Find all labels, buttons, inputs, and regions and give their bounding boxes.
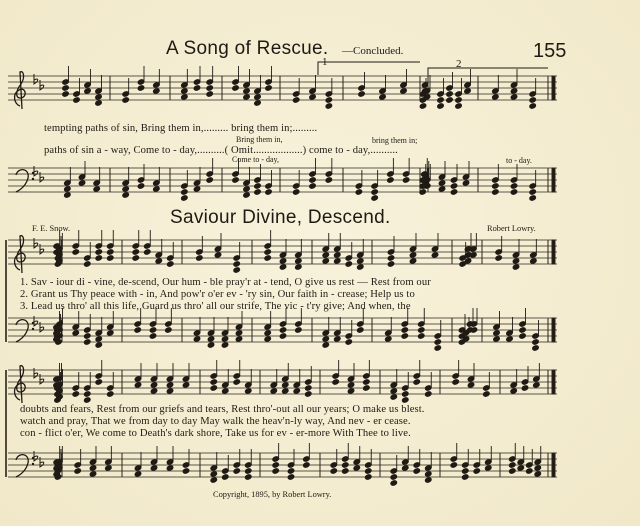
note-head	[107, 255, 114, 261]
verse1-line1: 1. Sav - iour di - vine, de-scend, Our hum - ble pray'r at - tend, O give us rest — Rest from our	[20, 277, 431, 288]
note-head	[492, 183, 499, 189]
note-head	[270, 388, 277, 394]
note-head	[84, 339, 91, 345]
note-head	[150, 382, 157, 388]
final-barline	[552, 370, 555, 394]
note-head	[345, 261, 352, 267]
note-head	[434, 339, 441, 345]
note-head	[95, 255, 102, 261]
hymn-arranger: Robert Lowry.	[487, 224, 536, 233]
note-head	[390, 480, 397, 486]
note-head	[221, 336, 228, 342]
flat-icon	[40, 172, 44, 182]
note-head	[402, 177, 409, 183]
note-head	[235, 330, 242, 336]
note-head	[89, 465, 96, 471]
note-head	[305, 391, 312, 397]
note-head	[519, 327, 526, 333]
note-head	[232, 85, 239, 91]
note-head	[150, 388, 157, 394]
note-head	[450, 462, 457, 468]
note-head	[512, 258, 519, 264]
flat-icon	[34, 166, 38, 176]
song1-cue-come-today: Come to - day,	[232, 155, 280, 164]
flat-icon	[34, 451, 38, 461]
note-head	[425, 477, 432, 483]
final-barline	[552, 76, 555, 100]
note-head	[534, 471, 541, 477]
note-head	[390, 388, 397, 394]
note-head	[210, 379, 217, 385]
note-head	[107, 391, 114, 397]
note-head	[464, 88, 471, 94]
note-head	[272, 468, 279, 474]
bass-clef-icon	[16, 320, 28, 342]
note-head	[84, 88, 91, 94]
note-head	[149, 327, 156, 333]
note-head	[509, 468, 516, 474]
note-head	[529, 189, 536, 195]
verse1-line2: doubts and fears, Rest from our griefs and tears, Rest thro'-out all our years; O make us blest.	[20, 404, 425, 415]
note-head	[371, 195, 378, 201]
final-barline	[552, 240, 555, 264]
note-head	[425, 471, 432, 477]
note-head	[287, 468, 294, 474]
note-head	[325, 103, 332, 109]
note-head	[322, 342, 329, 348]
note-head	[450, 189, 457, 195]
note-head	[264, 255, 271, 261]
note-head	[137, 85, 144, 91]
note-head	[325, 177, 332, 183]
treble-clef-icon	[15, 236, 26, 273]
note-head	[54, 261, 61, 267]
note-head	[533, 382, 540, 388]
note-head	[357, 264, 364, 270]
note-head	[153, 88, 160, 94]
note-head	[462, 180, 469, 186]
song1-cue-bring-them-in: Bring them in,	[236, 135, 283, 144]
note-head	[355, 189, 362, 195]
note-head	[473, 468, 480, 474]
note-head	[358, 91, 365, 97]
note-head	[452, 379, 459, 385]
note-head	[279, 327, 286, 333]
flat-icon	[40, 244, 44, 254]
note-head	[193, 336, 200, 342]
note-head	[272, 462, 279, 468]
note-head	[64, 192, 71, 198]
note-head	[305, 385, 312, 391]
note-head	[72, 249, 79, 255]
note-head	[530, 258, 537, 264]
note-head	[245, 388, 252, 394]
note-head	[196, 255, 203, 261]
note-head	[357, 258, 364, 264]
note-head	[401, 333, 408, 339]
note-head	[84, 391, 91, 397]
note-head	[279, 258, 286, 264]
note-head	[510, 88, 517, 94]
note-head	[132, 249, 139, 255]
note-head	[122, 186, 129, 192]
note-head	[95, 336, 102, 342]
note-head	[357, 327, 364, 333]
note-head	[243, 186, 250, 192]
note-head	[455, 97, 462, 103]
note-head	[134, 327, 141, 333]
note-head	[282, 382, 289, 388]
note-head	[532, 345, 539, 351]
note-head	[401, 327, 408, 333]
note-head	[222, 388, 229, 394]
note-head	[431, 252, 438, 258]
volta-1-label: 1	[322, 56, 328, 68]
note-head	[425, 391, 432, 397]
note-head	[155, 258, 162, 264]
note-head	[149, 333, 156, 339]
song1-cue-bring-them-in-2: bring them in;	[372, 136, 418, 145]
note-head	[182, 382, 189, 388]
note-head	[309, 183, 316, 189]
note-head	[287, 474, 294, 480]
note-head	[347, 388, 354, 394]
song1-lyric-line2: paths of sin a - way, Come to - day,..........( Omit..................) come to - day,..........	[44, 145, 398, 156]
note-head	[206, 177, 213, 183]
note-head	[510, 189, 517, 195]
note-head	[293, 97, 300, 103]
note-head	[365, 468, 372, 474]
note-head	[455, 103, 462, 109]
note-head	[95, 249, 102, 255]
note-head	[95, 94, 102, 100]
note-head	[210, 477, 217, 483]
note-head	[166, 382, 173, 388]
note-head	[84, 333, 91, 339]
note-head	[233, 379, 240, 385]
note-head	[95, 100, 102, 106]
note-head	[207, 342, 214, 348]
note-head	[295, 327, 302, 333]
note-head	[193, 85, 200, 91]
note-head	[450, 183, 457, 189]
note-head	[509, 462, 516, 468]
flat-icon	[34, 316, 38, 326]
note-head	[166, 388, 173, 394]
note-head	[492, 189, 499, 195]
note-head	[73, 97, 80, 103]
note-head	[72, 391, 79, 397]
note-head	[84, 397, 91, 403]
note-head	[74, 468, 81, 474]
note-head	[493, 330, 500, 336]
note-head	[418, 327, 425, 333]
note-head	[207, 336, 214, 342]
note-head	[418, 333, 425, 339]
note-head	[62, 91, 69, 97]
verse2-line1: 2. Grant us Thy peace with - in, And pow'r o'er ev - 'ry sin, Our faith in - crease; Help us to	[20, 289, 415, 300]
note-head	[529, 103, 536, 109]
verse3-line1: 3. Lead us thro' all this life, Guard us thro' all our strife, The vic - t'ry give; And when, the	[20, 301, 411, 312]
note-head	[322, 252, 329, 258]
note-head	[181, 189, 188, 195]
verse3-line2: con - flict o'er, We come to Death's dark shore, Take us for ev - er-more With Thee to live.	[20, 428, 411, 439]
note-head	[402, 391, 409, 397]
note-head	[330, 468, 337, 474]
note-head	[165, 327, 172, 333]
note-head	[526, 468, 533, 474]
note-head	[89, 471, 96, 477]
note-head	[295, 258, 302, 264]
note-head	[181, 195, 188, 201]
flat-icon	[40, 80, 44, 90]
note-head	[483, 391, 490, 397]
note-head	[385, 336, 392, 342]
note-head	[309, 177, 316, 183]
note-head	[322, 336, 329, 342]
note-head	[521, 385, 528, 391]
bass-clef-icon	[16, 170, 28, 192]
note-head	[254, 94, 261, 100]
flat-icon	[34, 368, 38, 378]
note-head	[493, 336, 500, 342]
note-head	[264, 336, 271, 342]
note-head	[379, 94, 386, 100]
note-head	[206, 85, 213, 91]
note-head	[303, 462, 310, 468]
note-head	[181, 94, 188, 100]
song-subtitle: —Concluded.	[342, 45, 404, 57]
copyright-notice: Copyright, 1895, by Robert Lowry.	[213, 490, 332, 499]
final-barline	[552, 318, 555, 342]
note-head	[105, 465, 112, 471]
note-head	[529, 195, 536, 201]
note-head	[93, 186, 100, 192]
note-head	[243, 88, 250, 94]
note-head	[495, 255, 502, 261]
note-head	[387, 177, 394, 183]
note-head	[517, 465, 524, 471]
note-head	[107, 330, 114, 336]
note-head	[437, 103, 444, 109]
note-head	[322, 258, 329, 264]
flat-icon	[34, 74, 38, 84]
note-head	[532, 339, 539, 345]
note-head	[254, 189, 261, 195]
note-head	[510, 388, 517, 394]
note-head	[534, 465, 541, 471]
note-head	[233, 261, 240, 267]
note-head	[279, 333, 286, 339]
note-head	[233, 468, 240, 474]
note-head	[334, 258, 341, 264]
note-head	[390, 394, 397, 400]
note-head	[309, 94, 316, 100]
note-head	[438, 180, 445, 186]
volta-2-label: 2	[456, 58, 462, 70]
note-head	[72, 330, 79, 336]
note-head	[293, 388, 300, 394]
note-head	[462, 474, 469, 480]
note-head	[419, 103, 426, 109]
note-head	[446, 97, 453, 103]
note-head	[353, 465, 360, 471]
note-head	[144, 249, 151, 255]
note-head	[84, 261, 91, 267]
note-head	[132, 255, 139, 261]
note-head	[279, 264, 286, 270]
note-head	[325, 97, 332, 103]
note-head	[210, 471, 217, 477]
note-head	[232, 177, 239, 183]
note-head	[282, 388, 289, 394]
note-head	[107, 249, 114, 255]
note-head	[347, 382, 354, 388]
note-head	[506, 336, 513, 342]
note-head	[387, 261, 394, 267]
note-head	[206, 91, 213, 97]
note-head	[529, 97, 536, 103]
song1-lyric-line1: tempting paths of sin, Bring them in,......... bring them in;.........	[44, 123, 318, 134]
note-head	[193, 186, 200, 192]
note-head	[166, 465, 173, 471]
song1-cue-to-day: to - day.	[506, 156, 532, 165]
hymn-title: Saviour Divine, Descend.	[170, 207, 391, 228]
note-head	[438, 186, 445, 192]
note-head	[134, 471, 141, 477]
note-head	[95, 342, 102, 348]
treble-clef-icon	[15, 366, 26, 403]
note-head	[462, 468, 469, 474]
note-head	[342, 468, 349, 474]
note-head	[409, 252, 416, 258]
note-head	[409, 258, 416, 264]
note-head	[221, 342, 228, 348]
note-head	[264, 249, 271, 255]
note-head	[334, 252, 341, 258]
final-barline	[552, 453, 555, 477]
note-head	[264, 330, 271, 336]
note-head	[245, 474, 252, 480]
note-head	[122, 192, 129, 198]
note-head	[233, 267, 240, 273]
flat-icon	[40, 374, 44, 384]
note-head	[402, 397, 409, 403]
note-head	[342, 462, 349, 468]
note-head	[413, 379, 420, 385]
note-head	[345, 339, 352, 345]
note-head	[181, 88, 188, 94]
note-head	[510, 94, 517, 100]
note-head	[437, 97, 444, 103]
note-head	[222, 474, 229, 480]
note-head	[295, 264, 302, 270]
note-head	[150, 465, 157, 471]
final-barline	[552, 168, 555, 192]
note-head	[413, 468, 420, 474]
flat-icon	[34, 238, 38, 248]
note-head	[134, 382, 141, 388]
note-head	[332, 379, 339, 385]
bass-clef-icon	[16, 455, 28, 477]
page-number: 155	[533, 40, 567, 62]
note-head	[265, 85, 272, 91]
note-head	[387, 255, 394, 261]
note-head	[402, 465, 409, 471]
note-head	[210, 385, 217, 391]
note-head	[254, 100, 261, 106]
note-head	[137, 183, 144, 189]
note-head	[214, 252, 221, 258]
verse2-line2: watch and pray, That we from day to day May walk the heav'n-ly way, And nev - er cease.	[20, 416, 411, 427]
note-head	[390, 474, 397, 480]
note-head	[363, 379, 370, 385]
note-head	[334, 336, 341, 342]
note-head	[519, 333, 526, 339]
note-head	[153, 186, 160, 192]
note-head	[122, 97, 129, 103]
note-head	[95, 379, 102, 385]
flat-icon	[40, 457, 44, 467]
treble-clef-icon	[15, 72, 26, 109]
note-head	[64, 186, 71, 192]
volta-brackets	[318, 62, 548, 75]
note-head	[434, 345, 441, 351]
note-head	[243, 94, 250, 100]
note-head	[512, 264, 519, 270]
note-head	[485, 465, 492, 471]
note-head	[254, 183, 261, 189]
note-head	[245, 468, 252, 474]
note-head	[467, 382, 474, 388]
note-head	[235, 336, 242, 342]
note-head	[167, 261, 174, 267]
note-head	[243, 192, 250, 198]
song-title: A Song of Rescue.	[166, 38, 329, 59]
note-head	[62, 85, 69, 91]
note-head	[492, 94, 499, 100]
note-head	[363, 385, 370, 391]
note-head	[182, 468, 189, 474]
note-head	[365, 474, 372, 480]
note-head	[400, 88, 407, 94]
note-head	[510, 183, 517, 189]
flat-icon	[40, 322, 44, 332]
note-head	[54, 397, 61, 403]
note-head	[446, 91, 453, 97]
note-head	[78, 180, 85, 186]
hymn-composer: F. E. Snow.	[32, 224, 71, 233]
note-head	[371, 189, 378, 195]
note-head	[293, 189, 300, 195]
note-head	[265, 189, 272, 195]
